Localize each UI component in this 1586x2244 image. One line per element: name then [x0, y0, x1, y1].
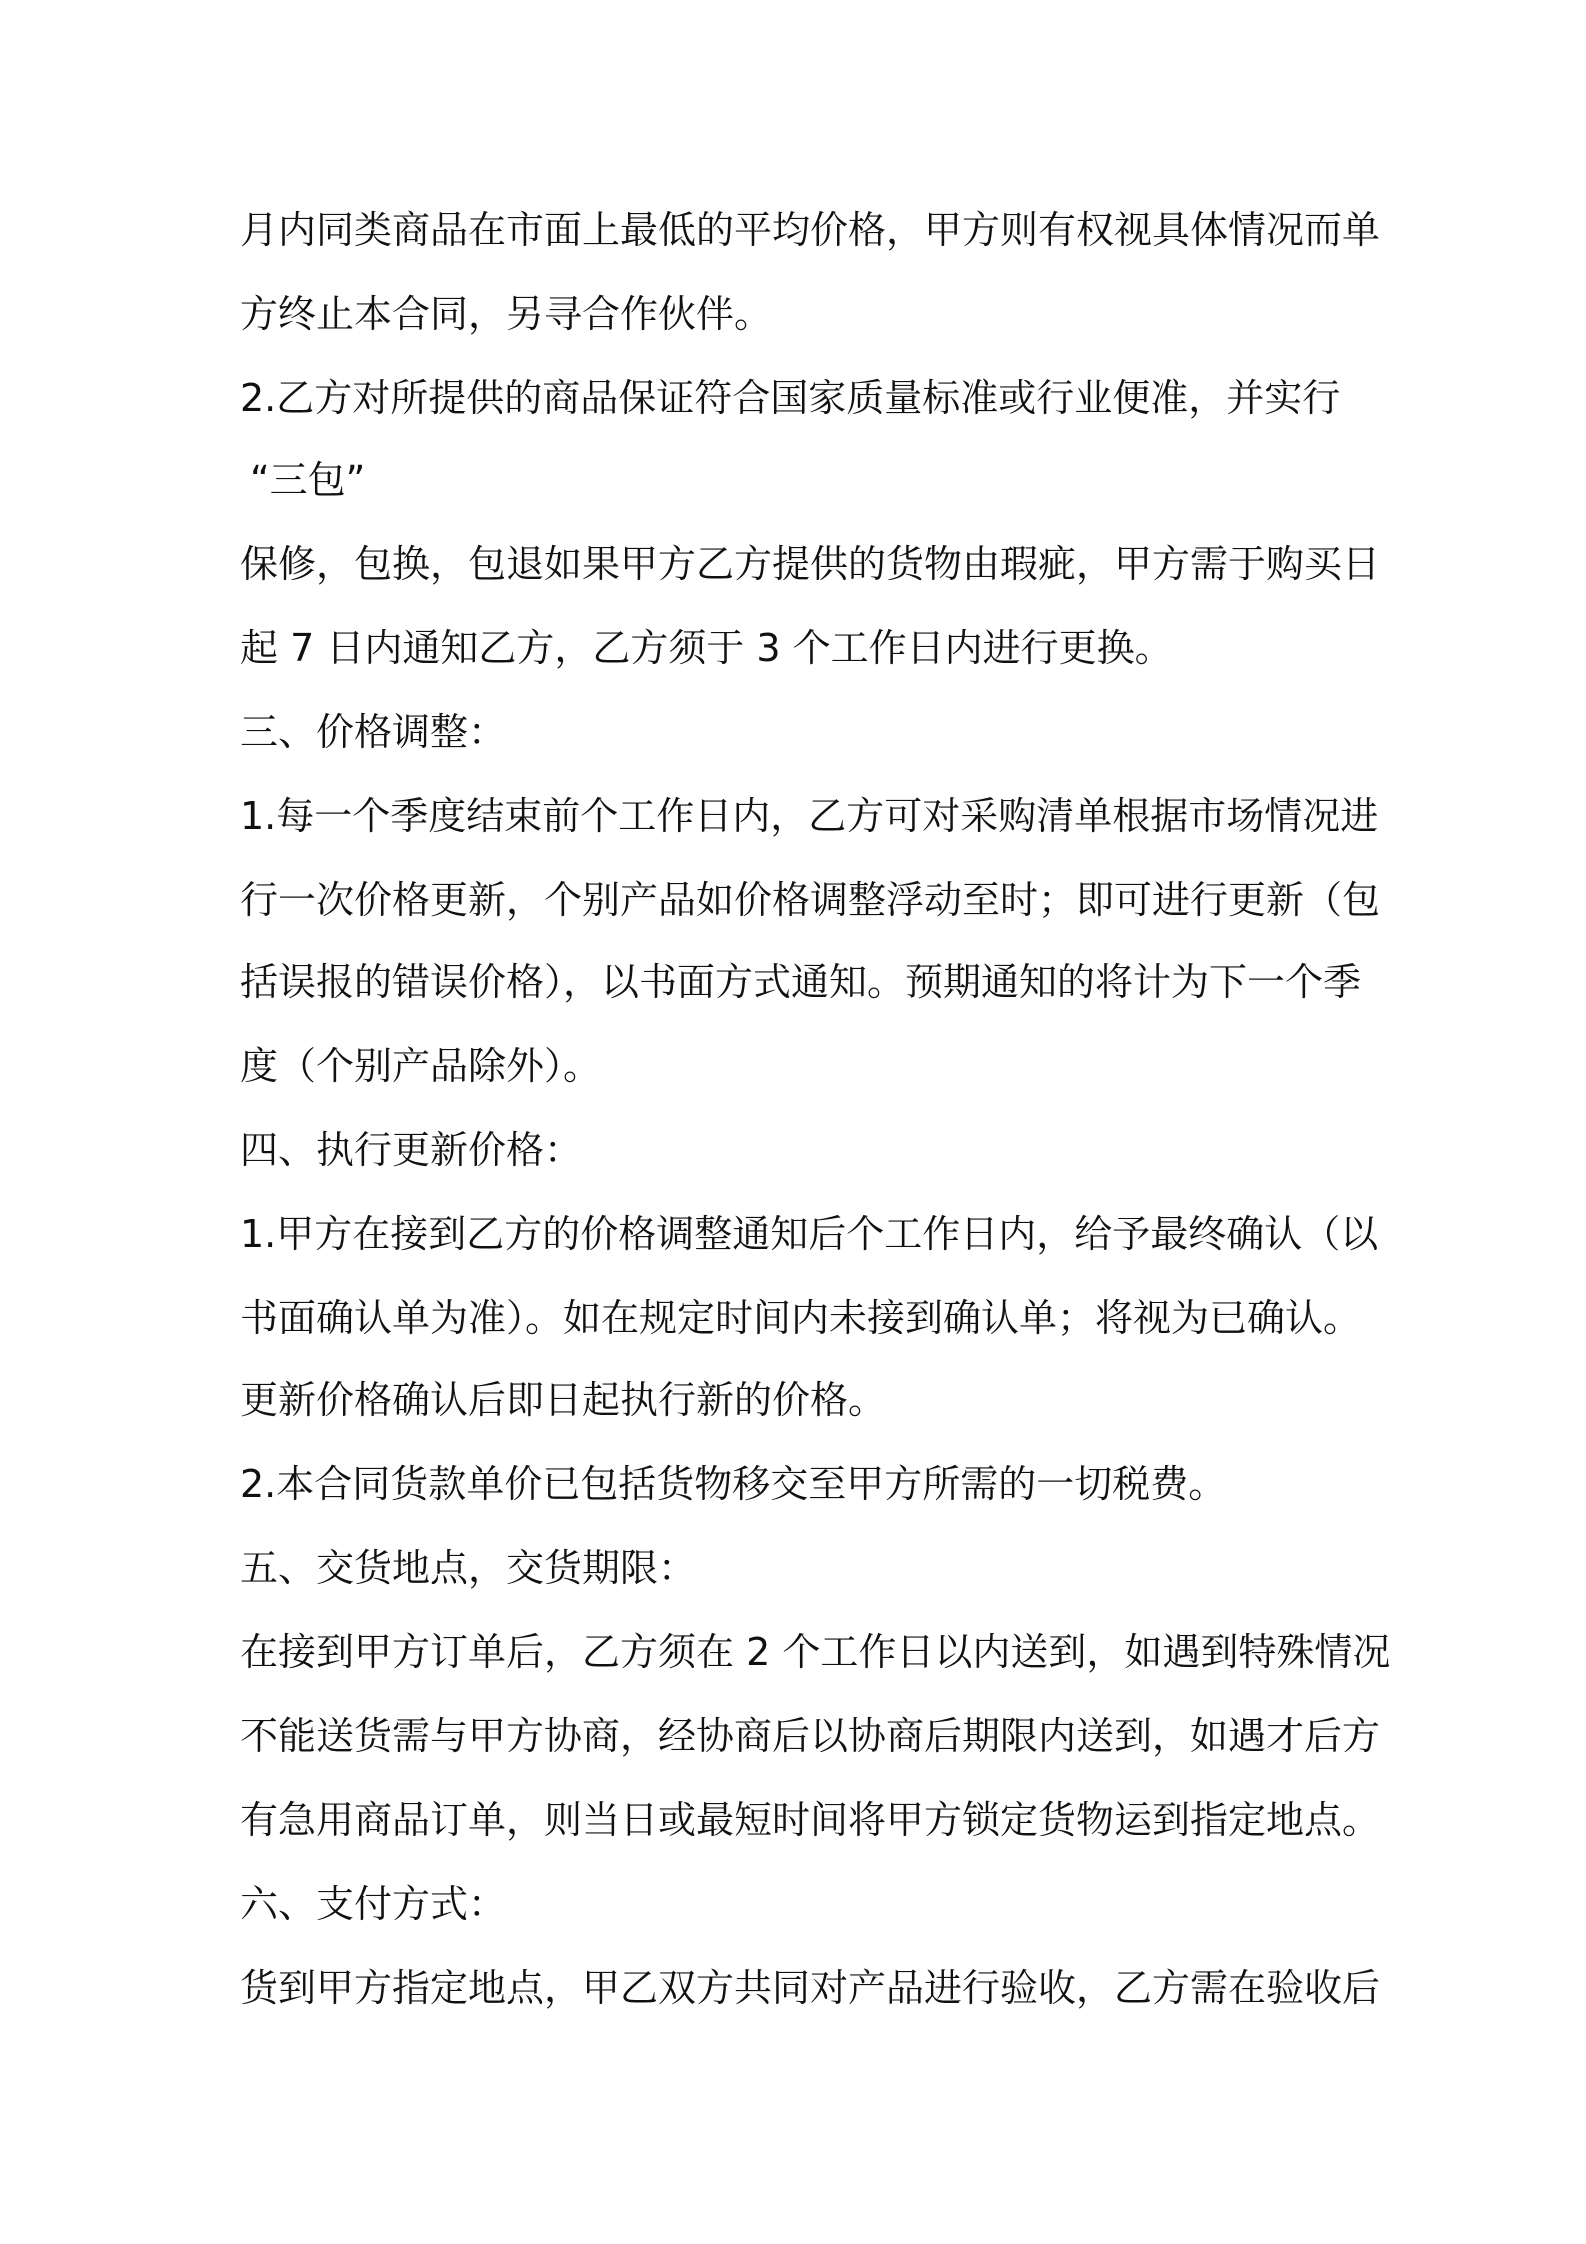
- text-line: 月内同类商品在市面上最低的平均价格，甲方则有权视具体情况而单: [240, 208, 1381, 252]
- text-line: 括误报的错误价格），以书面方式通知。预期通知的将计为下一个季: [240, 960, 1362, 1004]
- text-line: 在接到甲方订单后，乙方须在 2 个工作日以内送到，如遇到特殊情况: [240, 1630, 1391, 1674]
- text-line: 度（个别产品除外）。: [240, 1044, 602, 1088]
- section-heading: 三、价格调整：: [240, 710, 507, 754]
- text-line: 保修，包换，包退如果甲方乙方提供的货物由瑕疵，甲方需于购买日: [240, 542, 1381, 586]
- text-line: 更新价格确认后即日起执行新的价格。: [240, 1378, 887, 1422]
- text-line: 1.甲方在接到乙方的价格调整通知后个工作日内，给予最终确认（以: [240, 1212, 1379, 1256]
- text-line: 起 7 日内通知乙方，乙方须于 3 个工作日内进行更换。: [240, 626, 1173, 670]
- text-line: 1.每一个季度结束前个工作日内，乙方可对采购清单根据市场情况进: [240, 794, 1379, 838]
- text-line: 行一次价格更新，个别产品如价格调整浮动至时；即可进行更新（包: [240, 878, 1381, 922]
- text-line: 书面确认单为准）。如在规定时间内未接到确认单；将视为已确认。: [240, 1296, 1362, 1340]
- text-line: 2.本合同货款单价已包括货物移交至甲方所需的一切税费。: [240, 1462, 1227, 1506]
- text-line: 方终止本合同，另寻合作伙伴。: [240, 292, 773, 336]
- text-line: 有急用商品订单，则当日或最短时间将甲方锁定货物运到指定地点。: [240, 1798, 1381, 1842]
- section-heading: 六、支付方式：: [240, 1882, 507, 1926]
- text-line: “三包”: [250, 458, 366, 502]
- section-heading: 五、交货地点，交货期限：: [240, 1546, 697, 1590]
- text-line: 不能送货需与甲方协商，经协商后以协商后期限内送到，如遇才后方: [240, 1714, 1381, 1758]
- text-line: 2.乙方对所提供的商品保证符合国家质量标准或行业便准，并实行: [240, 376, 1341, 420]
- text-line: 货到甲方指定地点，甲乙双方共同对产品进行验收，乙方需在验收后: [240, 1966, 1381, 2010]
- section-heading: 四、执行更新价格：: [240, 1128, 583, 1172]
